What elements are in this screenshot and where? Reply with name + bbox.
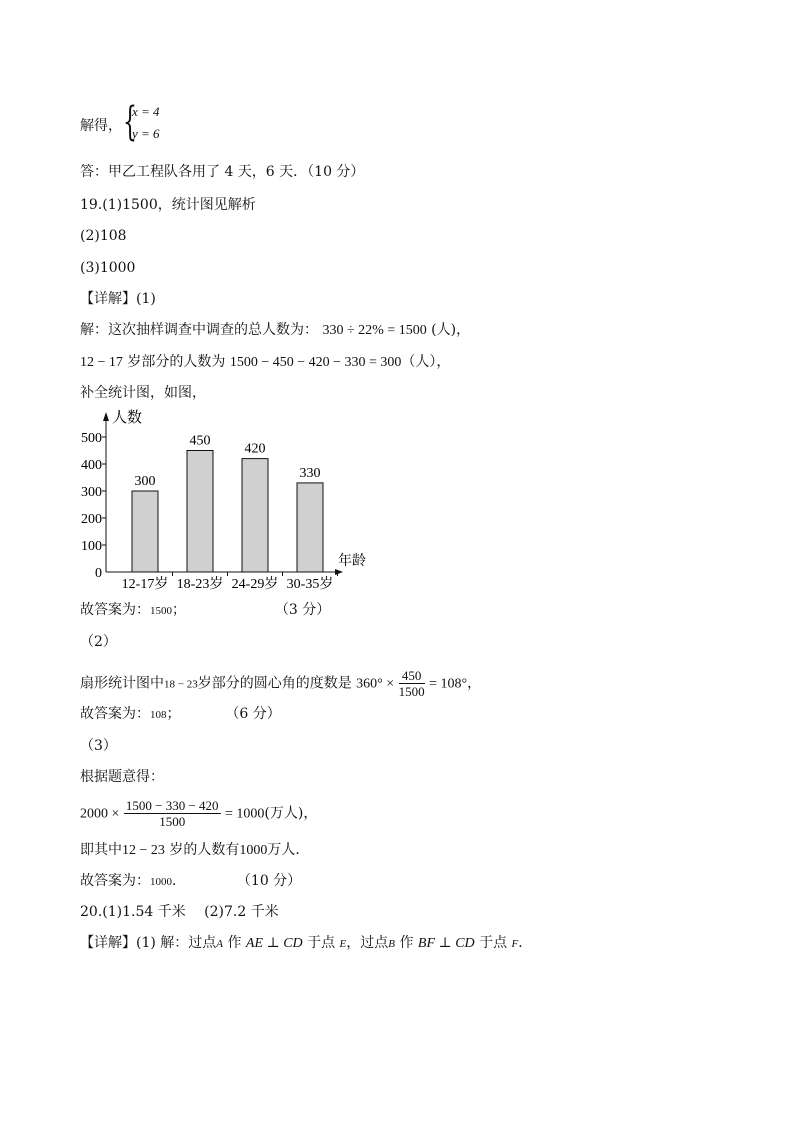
sector-lead: 360° × xyxy=(356,676,395,692)
result-range: 12 − 23 xyxy=(122,843,165,858)
system-brace: { xyxy=(123,99,137,145)
detail-20-prefix: 【详解】(1) 解：过点 xyxy=(80,935,217,951)
estimate-result: = 1000 xyxy=(224,806,265,822)
result-mid: 岁的人数有 xyxy=(164,842,240,858)
bar xyxy=(297,483,323,572)
group-1217-calc: 1500 − 450 − 420 − 330 = 300 xyxy=(229,355,402,370)
estimate-suffix: (万人)， xyxy=(264,805,318,822)
result-prefix: 即其中 xyxy=(80,842,122,858)
detail-20-yudian-2: 于点 xyxy=(474,935,512,951)
result-suffix: 万人． xyxy=(267,842,310,858)
y-tick-label: 200 xyxy=(81,512,102,527)
group-1217-range: 12 − 17 xyxy=(80,355,123,370)
q19-answer-2: (2)108 xyxy=(80,228,127,244)
answer-3-prefix: 故答案为： xyxy=(80,873,150,889)
total-count-suffix: (人)， xyxy=(431,322,471,338)
group-1217-mid: 岁部分的人数为 xyxy=(122,354,230,370)
total-count-math: 330 ÷ 22% = 1500 xyxy=(322,323,427,338)
result-line xyxy=(80,840,309,861)
group-1217-line xyxy=(80,352,450,373)
answer-2-score: （6 分） xyxy=(225,706,281,722)
bar xyxy=(187,451,213,573)
y-tick-label: 500 xyxy=(81,431,102,446)
answer-2-value: 108 xyxy=(150,709,167,721)
answer-1-sep: ； xyxy=(172,602,186,618)
point-a: A xyxy=(216,938,224,950)
answer-1-line xyxy=(80,600,330,621)
solve-label: 解得， xyxy=(80,118,122,134)
x-axis-arrow xyxy=(335,569,343,575)
detail-20-yudian-1: 于点 xyxy=(302,935,340,951)
answer-3-score: （10 分） xyxy=(236,873,302,889)
detail-20-comma: ，过点 xyxy=(346,935,389,951)
x-tick-label: 18-23岁 xyxy=(176,577,224,592)
total-count-line xyxy=(80,320,470,341)
y-tick-label: 400 xyxy=(81,458,102,473)
answer-1-value: 1500 xyxy=(150,605,172,617)
estimate-lead: 2000 × xyxy=(80,806,120,822)
point-f: F xyxy=(511,938,519,950)
result-value: 1000 xyxy=(239,843,268,858)
bar xyxy=(242,459,268,572)
answer-3-sep: ． xyxy=(172,873,186,889)
group-1217-suffix: （人）， xyxy=(401,354,451,370)
x-tick-label: 24-29岁 xyxy=(231,577,279,592)
detail-heading-1: 【详解】(1) xyxy=(80,291,156,307)
x-axis-label: 年龄 xyxy=(338,554,366,569)
detail-20-line xyxy=(80,933,532,954)
estimate-calc-line xyxy=(80,798,317,830)
point-e: E xyxy=(339,938,347,950)
x-tick-label: 12-17岁 xyxy=(121,577,169,592)
answer-2-sep: ； xyxy=(166,706,181,722)
sector-range: 18 − 23 xyxy=(164,678,198,691)
age-bar-chart xyxy=(80,405,380,595)
bar-data-label: 330 xyxy=(299,465,321,481)
bar xyxy=(132,491,158,572)
sector-denominator: 1500 xyxy=(398,684,425,699)
chart-bars xyxy=(122,434,334,593)
system-eq-x: x = 4 xyxy=(132,104,160,119)
bar-data-label: 450 xyxy=(189,433,211,449)
estimate-numerator: 1500 − 330 − 420 xyxy=(125,798,219,813)
detail-20-zuo-2: 作 xyxy=(395,935,418,951)
answer-3-line xyxy=(80,871,301,892)
y-tick-label: 100 xyxy=(81,539,102,554)
q19-answer-3: (3)1000 xyxy=(80,260,136,276)
sector-numerator: 450 xyxy=(399,668,425,684)
y-tick-label: 0 xyxy=(95,566,102,581)
detail-20-period: ． xyxy=(518,935,533,951)
estimate-denominator: 1500 xyxy=(159,814,186,829)
point-b: B xyxy=(388,938,396,950)
ae-perp-cd: AE ⊥ CD xyxy=(245,936,303,951)
answer-3-value: 1000 xyxy=(150,876,172,888)
estimate-fraction xyxy=(124,798,221,829)
x-tick-label: 30-35岁 xyxy=(286,577,334,592)
q20-answer: 20.(1)1.54 千米 (2)7.2 千米 xyxy=(80,904,279,920)
according-line: 根据题意得： xyxy=(80,769,164,785)
bar-data-label: 300 xyxy=(134,474,156,489)
answer-18: 答：甲乙工程队各用了 4 天，6 天．（10 分） xyxy=(80,164,365,180)
sector-prefix: 扇形统计图中 xyxy=(80,675,164,692)
y-axis-label: 人数 xyxy=(112,410,143,426)
sector-mid: 岁部分的圆心角的度数是 xyxy=(197,675,352,692)
sector-suffix: ， xyxy=(467,675,482,692)
y-axis-arrow xyxy=(103,412,109,421)
detail-20-zuo-1: 作 xyxy=(223,935,246,951)
sector-fraction xyxy=(399,668,425,699)
bf-perp-cd: BF ⊥ CD xyxy=(417,936,475,951)
q19-answer-1: 19.(1)1500，统计图见解析 xyxy=(80,197,256,213)
y-tick-label: 300 xyxy=(81,485,102,500)
part-3-label: （3） xyxy=(80,738,117,754)
answer-1-prefix: 故答案为： xyxy=(80,602,150,618)
complete-chart-line: 补全统计图，如图， xyxy=(80,385,206,401)
sector-result: = 108° xyxy=(429,676,468,692)
answer-1-score: （3 分） xyxy=(274,602,331,618)
bar-data-label: 420 xyxy=(244,441,266,457)
total-count-prefix: 解：这次抽样调查中调查的总人数为： xyxy=(80,322,318,338)
part-2-label: （2） xyxy=(80,634,117,650)
sector-angle-line xyxy=(80,668,481,700)
answer-2-prefix: 故答案为： xyxy=(80,706,150,722)
answer-2-line xyxy=(80,704,281,725)
system-eq-y: y = 6 xyxy=(132,126,160,141)
